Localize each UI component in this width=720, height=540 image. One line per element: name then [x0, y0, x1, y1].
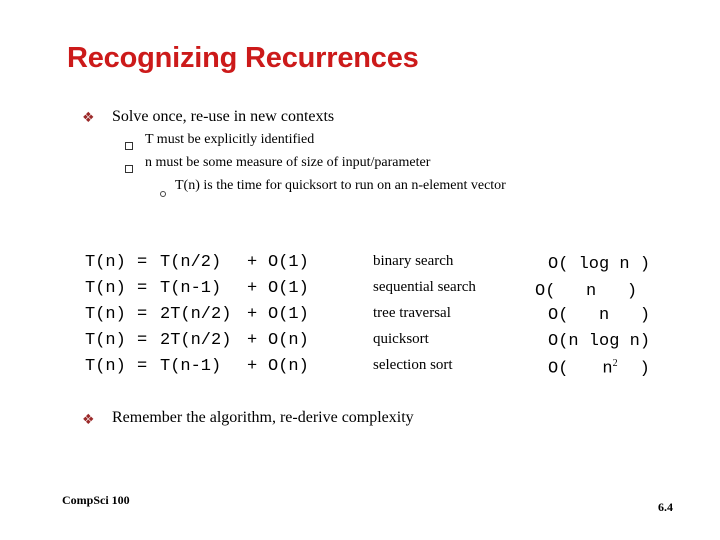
- algorithm-name: sequential search: [373, 279, 476, 295]
- recurrence-equals: =: [137, 305, 148, 324]
- recurrence-plus: +: [247, 279, 258, 298]
- bullet-n-measure: n must be some measure of size of input/parameter: [145, 155, 431, 170]
- recurrence-term: 2T(n/2): [160, 305, 232, 324]
- complexity-exponent: 2: [612, 358, 618, 369]
- recurrence-lhs: T(n): [85, 279, 126, 298]
- complexity: O( n ): [548, 306, 651, 325]
- recurrence-lhs: T(n): [85, 253, 126, 272]
- recurrence-lhs: T(n): [85, 305, 126, 324]
- circle-bullet-icon: [160, 184, 166, 202]
- recurrence-equals: =: [137, 279, 148, 298]
- diamond-bullet-icon: ❖: [82, 412, 95, 428]
- recurrence-plus: +: [247, 331, 258, 350]
- complexity-suffix: ): [639, 359, 650, 379]
- recurrence-cost: O(1): [268, 279, 309, 298]
- complexity: O( n ): [535, 282, 638, 301]
- algorithm-name: quicksort: [373, 331, 429, 347]
- bullet-quicksort-time: T(n) is the time for quicksort to run on an n-element vector: [175, 178, 506, 193]
- bullet-t-identified: T must be explicitly identified: [145, 132, 315, 147]
- recurrence-term: T(n-1): [160, 279, 222, 298]
- recurrence-cost: O(n): [268, 357, 309, 376]
- complexity-n-squared: [548, 358, 650, 379]
- recurrence-lhs: T(n): [85, 357, 126, 376]
- recurrence-lhs: T(n): [85, 331, 126, 350]
- slide-title: Recognizing Recurrences: [67, 42, 419, 74]
- diamond-bullet-icon: ❖: [82, 110, 95, 126]
- complexity-prefix: O(: [548, 359, 569, 379]
- complexity: O( log n ): [548, 255, 651, 274]
- recurrence-plus: +: [247, 253, 258, 272]
- recurrence-plus: +: [247, 357, 258, 376]
- bullet-solve-once: Solve once, re-use in new contexts: [112, 108, 335, 125]
- recurrence-equals: =: [137, 331, 148, 350]
- square-bullet-icon: [125, 137, 133, 155]
- algorithm-name: tree traversal: [373, 305, 451, 321]
- recurrence-term: T(n/2): [160, 253, 222, 272]
- recurrence-cost: O(1): [268, 305, 309, 324]
- complexity-var: n: [602, 359, 613, 379]
- algorithm-name: binary search: [373, 253, 454, 269]
- complexity: O(n log n): [548, 332, 651, 351]
- recurrence-cost: O(1): [268, 253, 309, 272]
- bullet-remember: Remember the algorithm, re-derive complexity: [112, 409, 414, 426]
- recurrence-term: 2T(n/2): [160, 331, 232, 350]
- algorithm-name: selection sort: [373, 357, 453, 373]
- recurrence-cost: O(n): [268, 331, 309, 350]
- recurrence-plus: +: [247, 305, 258, 324]
- square-bullet-icon: [125, 160, 133, 178]
- recurrence-equals: =: [137, 253, 148, 272]
- footer-course: CompSci 100: [62, 493, 130, 507]
- recurrence-equals: =: [137, 357, 148, 376]
- recurrence-term: T(n-1): [160, 357, 222, 376]
- footer-page-number: 6.4: [658, 500, 673, 514]
